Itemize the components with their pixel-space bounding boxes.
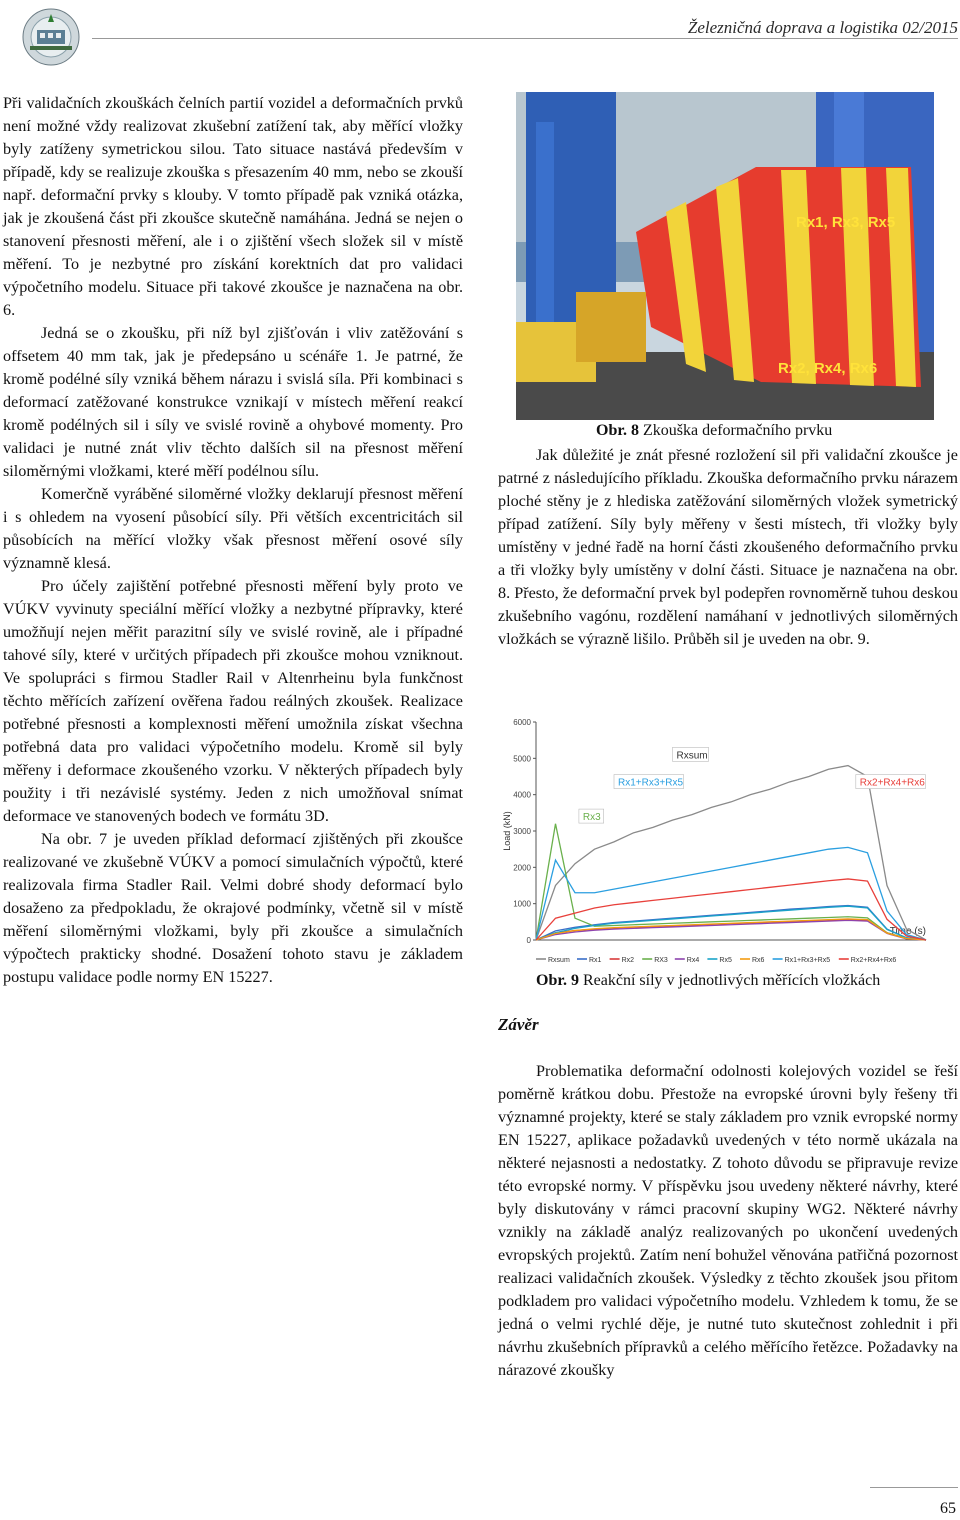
annotation-label: Rx1+Rx3+Rx5 [618,777,684,789]
paragraph: Jedná se o zkoušku, při níž byl zjišťován i vliv zatěžování s offsetem 40 mm tak, jak je předepsáno u scénáře 1. Je patrné, že kromě podélné síly vzniká během nárazu i svislá síla. Při kombinaci s deformací zatěžované konstrukce vznikají v místech měření reakcí kromě podélných sil i síly ve svislé rovině a ohybové momenty. Pro validaci je nutné znát vliv těchto dalších sil na přesnost měření siloměrnými vložkami, které měří podélnou sílu. [3,324,463,480]
figure8-label-bottom: Rx2, Rx4, Rx6 [778,360,878,377]
y-tick-label: 6000 [513,718,531,727]
legend-label: Rx6 [752,957,765,964]
chart-lines [536,766,926,940]
legend-label: Rx2+Rx4+Rx6 [850,957,897,964]
legend-label: RX3 [654,957,668,964]
header-rule [92,38,958,39]
figure8-label-top: Rx1, Rx3, Rx5 [796,214,896,231]
legend-label: Rxsum [548,957,570,964]
annotation-label: Rx3 [582,812,601,824]
figure8-photo [516,92,934,420]
x-axis-label: Time (s) [889,926,926,937]
right-column-top [498,444,958,651]
y-axis-label: Load (kN) [502,811,512,851]
chart-axes [502,718,926,945]
legend-label: Rx1 [589,957,602,964]
y-tick-label: 5000 [513,754,531,764]
annotation-label: Rx2+Rx4+Rx6 [859,777,925,789]
chart-legend [536,957,896,964]
page-number: 65 [940,1500,956,1517]
y-tick-label: 0 [526,936,531,945]
y-tick-label: 3000 [513,827,531,836]
paragraph: Problematika deformační odolnosti kolejových vozidel se řeší poměrně krátkou dobu. Přestože na evropské úrovni byly řešeny tři významné projekty, které se staly základem pro vznik evropské normy EN 15227, aplikace požadavků uvedených v této normě ukázala na některé nejasnosti a nedostatky. Z tohoto důvodu se připravuje revize této evropské normy. V příspěvku jsou uvedeny některé návrhy, které byly diskutovány v rámci pracovní skupiny WG2. Některé návrhy vznikly na základě analýz realizovaných po ukončení uvedených evropských projektů. Zatím není bohužel věnována patřičná pozornost realizaci validačních zkoušek. Výsledky z těchto zkoušek jsou přitom podkladem pro validaci výpočetního modelu. Vzhledem k tomu, že se jedná o velmi rychlé děje, je nutné tuto skutečnost zohlednit i při návrhu zkušebních přípravků a celého měřícího řetězce. Požadavky na nárazové zkoušky [498,1062,958,1379]
journal-logo [22,8,80,66]
figure8-caption-label: Obr. 8 [596,422,639,439]
figure9-caption-text: Reakční síly v jednotlivých měřících vložkách [578,972,881,989]
journal-title: Železničná doprava a logistika 02/2015 [687,18,958,37]
paragraph: Při validačních zkouškách čelních partií vozidel a deformačních prvků není možné vždy realizovat zkušební zatížení tak, aby měřící vložky byly zatíženy symetrickou silou. Tato situace nastává především v případě, kdy se realizuje zkouška s přesazením 40 mm, nebo se zkouší např. deformační prvky s klouby. V tomto případě pak vzniká otázka, jak je zkoušená část při zkoušce skutečně namáhána. Jedná se nejen o stanovení přesnosti měření, ale i o zjištění všech složek sil v místě měření. To je nezbytné pro získání korektních dat pro validaci výpočetního modelu. Situace při takové zkoušce je naznačena na obr. 6. [3,94,463,319]
annotation-label: Rxsum [676,750,708,762]
y-tick-label: 4000 [513,790,531,800]
legend-label: Rx5 [719,957,732,964]
figure9-chart [496,712,946,970]
footer-rule [870,1487,958,1488]
figure9-caption-label: Obr. 9 [536,972,579,989]
legend-label: Rx2 [621,957,635,964]
figure9-caption [536,972,880,990]
y-tick-label: 2000 [513,863,531,873]
section-title-conclusion: Závěr [498,1015,539,1034]
y-tick-label: 1000 [513,899,531,909]
paragraph: Komerčně vyráběné siloměrné vložky deklarují přesnost měření i s ohledem na vyosení působící síly. Při větších excentricitách sil působících na měřící vložky však přesnost měření osové síly významně klesá. [3,485,463,572]
paragraph: Na obr. 7 je uveden příklad deformací zjištěných při zkoušce realizované ve zkušebně VÚKV a pomocí simulačních výpočtů, které realizovala firma Stadler Rail. Velmi dobré shody deformací bylo dosaženo za předpokladu, že okrajové podmínky, včetně sil v místě měření siloměrnými vložkami, byly při zkoušce a simulačních výpočtech prakticky shodné. Dosažení tohoto stavu je základem postupu validace podle normy EN 15227. [3,830,463,986]
paragraph: Jak důležité je znát přesné rozložení sil při validační zkoušce je patrné z následujícího příkladu. Zkouška deformačního prvku nárazem ploché stěny je z hlediska zatěžování siloměrných vložek symetrický případ zatížení. Síly byly měřeny v šesti místech, tři vložky byly umístěny v jedné řadě na horní části zkoušeného deformačního prvku a tři vložky byly umístěny v dolní části. Situace je naznačena na obr. 8. Přesto, že deformační prvek byl podepřen rovnoměrně tuhou deskou zkušebního vagónu, rozdělení namáhaní v jednotlivých siloměrných vložkách se výrazně lišilo. Průběh sil je uveden na obr. 9. [498,446,958,648]
legend-label: Rx4 [686,957,700,964]
figure8-caption [596,422,832,440]
series-line [536,879,926,940]
left-column [3,92,463,989]
figure8-caption-text: Zkouška deformačního prvku [638,422,833,439]
legend-label: Rx1+Rx3+Rx5 [784,957,831,964]
right-column-bottom [498,1060,958,1382]
paragraph: Pro účely zajištění potřebné přesnosti měření byly proto ve VÚKV vyvinuty speciální měřící vložky a nezbytné přípravky, které umožňují nejen měřit parazitní síly ve svislé rovině, ale i případné tahové síly, které v určitých případech při zkoušce mohou vzniknout. Ve spolupráci s firmou Stadler Rail v Altenrheinu byla funkčnost těchto měřících zařízení ověřena řadou reálných zkoušek. Realizace potřebné přesnosti a komplexnosti měření umožnila získat všechna potřebná data pro validaci výpočetního modelu. Kromě sil byly měřeny i deformace zkoušeného vzorku. V některých případech byly použity i tři nezávislé systémy. Jeden z nich umožňoval snímat deformace ve stanovených bodech ve formátu 3D. [3,577,463,825]
